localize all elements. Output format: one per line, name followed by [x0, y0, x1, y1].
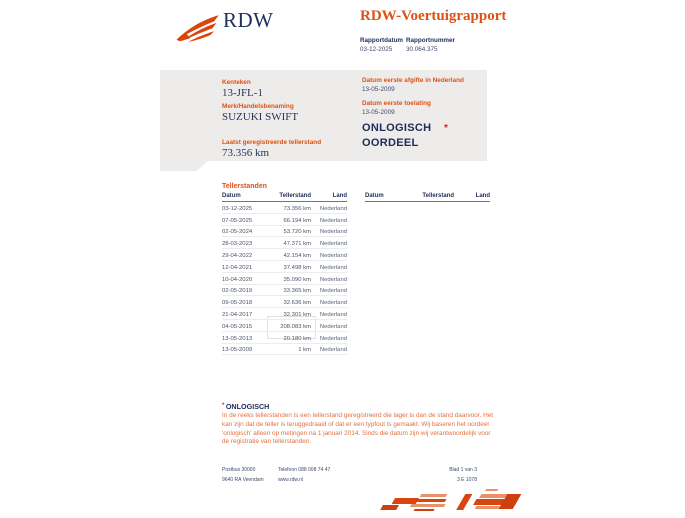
table-row [222, 261, 347, 273]
afgifte-value: 13-05-2009 [362, 86, 395, 93]
cell-tellerstand: 42.154 km [283, 252, 311, 259]
footer-contact [278, 466, 330, 485]
cell-datum: 07-05-2025 [222, 217, 253, 224]
rdw-stripes-graphic [372, 486, 532, 513]
cell-datum: 10-04-2020 [222, 276, 253, 283]
footer-page-info [428, 466, 477, 485]
rdw-logo-text: RDW [223, 8, 274, 32]
cell-datum: 12-04-2021 [222, 264, 253, 271]
toelating-value: 13-05-2009 [362, 109, 395, 116]
cell-land: Nederland [319, 335, 347, 342]
rdw-logo-icon [175, 11, 221, 47]
column-header-datum: Datum [222, 193, 241, 199]
cell-datum: 21-04-2017 [222, 311, 253, 318]
kenteken-value: 13-JFL-1 [222, 87, 263, 99]
footer-form-code: 3 E 1078 [456, 476, 477, 483]
table-row [222, 320, 347, 332]
footnote-title [222, 402, 269, 411]
table-row [222, 202, 347, 214]
cell-datum: 02-05-2024 [222, 229, 253, 236]
table-row [222, 273, 347, 285]
table-row [222, 308, 347, 320]
cell-land: Nederland [319, 288, 347, 295]
cell-land: Nederland [319, 264, 347, 271]
merk-value: SUZUKI SWIFT [222, 111, 299, 123]
cell-land: Nederland [319, 217, 347, 224]
cell-land: Nederland [319, 276, 347, 283]
table-row [222, 237, 347, 249]
footnote-asterisk: * [222, 403, 225, 409]
cell-tellerstand: 33.365 km [283, 288, 311, 295]
oordeel-line1: ONLOGISCH [362, 122, 432, 134]
cell-tellerstand: 47.371 km [283, 241, 311, 248]
oordeel-verdict [362, 121, 431, 151]
cell-datum: 28-03-2023 [222, 241, 253, 248]
cell-tellerstand: 35.090 km [283, 276, 311, 283]
column-header-land: Land [332, 193, 347, 199]
tellerstanden-title: Tellerstanden [222, 183, 267, 190]
cell-tellerstand: 32.636 km [283, 300, 311, 307]
cell-land: Nederland [319, 241, 347, 248]
table-row [222, 214, 347, 226]
table-row [222, 285, 347, 297]
cell-land: Nederland [319, 323, 347, 330]
column-header-land: Land [475, 193, 490, 199]
cell-tellerstand: 32.301 km [283, 311, 311, 318]
cell-tellerstand: 66.194 km [283, 217, 311, 224]
vehicle-info-panel-tab [160, 161, 208, 171]
laatste-tellerstand-value: 73.356 km [222, 147, 270, 159]
cell-tellerstand: 1 km [298, 347, 311, 354]
page-title: RDW-Voertuigrapport [360, 8, 507, 24]
column-header-datum: Datum [365, 193, 384, 199]
cell-land: Nederland [319, 347, 347, 354]
cell-datum: 04-05-2015 [222, 323, 253, 330]
table-row [222, 344, 347, 356]
tellerstanden-table-secondary [365, 193, 490, 202]
table-row [222, 249, 347, 261]
footer-address [222, 466, 264, 485]
column-header-tellerstand: Tellerstand [422, 193, 454, 199]
kenteken-label: Kenteken [222, 79, 251, 86]
cell-datum: 13-05-2013 [222, 335, 253, 342]
cell-tellerstand: 53.720 km [283, 229, 311, 236]
table-row [222, 332, 347, 344]
oordeel-line2: OORDEEL [362, 137, 419, 149]
cell-tellerstand: 73.356 km [283, 205, 311, 212]
oordeel-asterisk: * [444, 123, 448, 134]
merk-label: Merk/Handelsbenaming [222, 103, 294, 110]
cell-land: Nederland [319, 205, 347, 212]
table-body [222, 202, 347, 355]
report-number-value: 30.064.375 [406, 46, 438, 53]
cell-datum: 09-05-2018 [222, 300, 253, 307]
footer-address-line2: 9640 RA Veendam [222, 476, 264, 483]
column-header-tellerstand: Tellerstand [279, 193, 311, 199]
cell-land: Nederland [319, 252, 347, 259]
cell-land: Nederland [319, 300, 347, 307]
report-date-value: 03-12-2025 [360, 46, 393, 53]
footer-page-number: Blad 1 van 3 [449, 467, 477, 473]
toelating-label: Datum eerste toelating [362, 100, 431, 107]
footer-website: www.rdw.nl [278, 476, 304, 483]
cell-tellerstand: 20.180 km [283, 335, 311, 342]
cell-tellerstand: 37.498 km [283, 264, 311, 271]
afgifte-label: Datum eerste afgifte in Nederland [362, 77, 464, 84]
cell-datum: 03-12-2025 [222, 205, 253, 212]
cell-datum: 02-05-2019 [222, 288, 253, 295]
report-number-label: Rapportnummer [406, 37, 455, 44]
cell-datum: 29-04-2022 [222, 252, 253, 259]
footer-address-line1: Postbus 30000 [222, 467, 256, 473]
table-header-row [222, 193, 347, 202]
table-row [222, 226, 347, 238]
table-row [222, 296, 347, 308]
cell-land: Nederland [319, 311, 347, 318]
footnote-text: In de reeks tellerstanden is een tellerstand geregistreerd die lager is dan de stand daarvoor. Het kan zijn dat de teller is teruggedraaid of dat er een typfout is gemaakt. Wij baseren het oordeel 'onlogisch' alleen op metingen na 1 januari 2014. Sinds die datum zijn wij verantwoordelijk voor de registratie van tellerstanden. [222, 412, 494, 446]
tellerstanden-table [222, 193, 347, 355]
laatste-tellerstand-label: Laatst geregistreerde tellerstand [222, 139, 322, 146]
footer-phone: Telefoon 088 008 74 47 [278, 467, 331, 473]
footnote-title-text: ONLOGISCH [225, 402, 270, 411]
cell-datum: 13-05-2009 [222, 347, 253, 354]
cell-land: Nederland [319, 229, 347, 236]
report-date-label: Rapportdatum [360, 37, 404, 44]
table-header-row [365, 193, 490, 202]
cell-tellerstand: 208.083 km [280, 323, 311, 330]
